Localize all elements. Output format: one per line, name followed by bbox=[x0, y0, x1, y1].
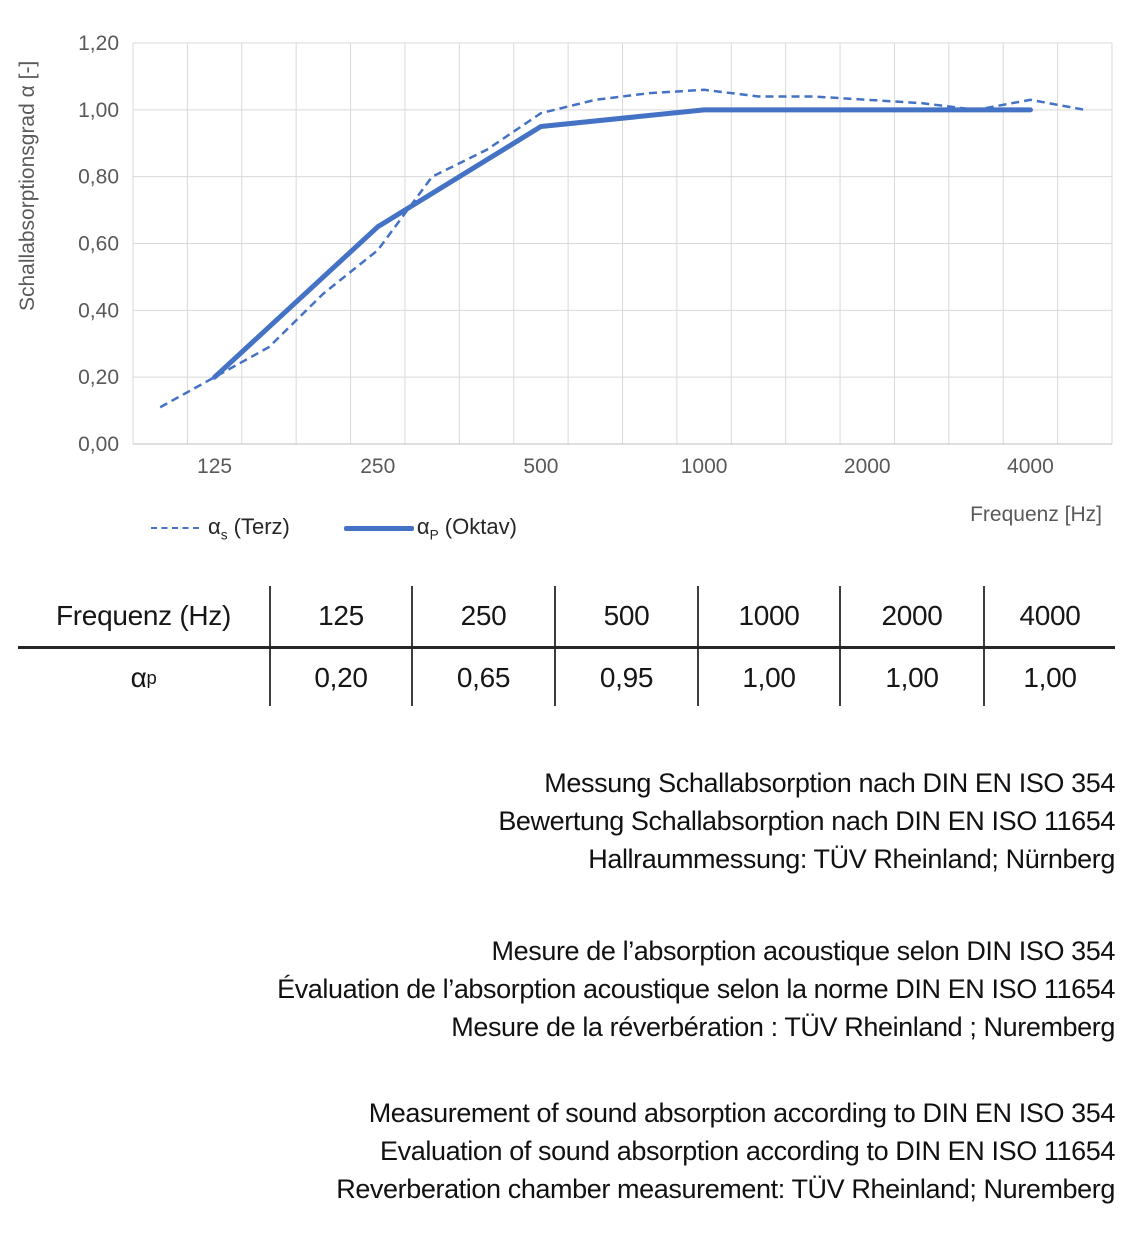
svg-text:0,40: 0,40 bbox=[78, 299, 119, 323]
table-header-value: 125 bbox=[271, 586, 413, 646]
caption-line: Mesure de la réverbération : TÜV Rheinland ; Nuremberg bbox=[451, 1012, 1115, 1042]
svg-text:1,20: 1,20 bbox=[78, 32, 119, 55]
table-header-value: 4000 bbox=[1019, 600, 1081, 631]
table-cell-value: 0,20 bbox=[271, 649, 413, 706]
legend-item-terz bbox=[151, 514, 290, 542]
table-header-value: 500 bbox=[556, 586, 699, 646]
svg-text:500: 500 bbox=[523, 455, 559, 478]
svg-text:1,00: 1,00 bbox=[78, 98, 119, 122]
absorption-table bbox=[18, 586, 1115, 706]
caption-english bbox=[15, 1094, 1115, 1208]
svg-text:250: 250 bbox=[360, 455, 396, 478]
solid-line-swatch bbox=[344, 526, 414, 531]
svg-text:2000: 2000 bbox=[843, 455, 891, 478]
caption-line: Mesure de l’absorption acoustique selon DIN ISO 354 bbox=[491, 936, 1115, 966]
svg-text:1000: 1000 bbox=[680, 455, 728, 478]
table-header-value: 1000 bbox=[699, 586, 841, 646]
sound-absorption-chart bbox=[0, 0, 1135, 485]
svg-text:0,00: 0,00 bbox=[78, 433, 119, 456]
svg-text:0,60: 0,60 bbox=[78, 232, 119, 256]
dashed-line-swatch bbox=[151, 527, 199, 529]
caption-line: Messung Schallabsorption nach DIN EN ISO 354 bbox=[544, 768, 1115, 798]
svg-text:0,80: 0,80 bbox=[78, 165, 119, 189]
table-cell-value: 1,00 bbox=[1023, 661, 1077, 693]
table-value-row bbox=[18, 649, 1115, 706]
caption-line: Reverberation chamber measurement: TÜV Rheinland; Nuremberg bbox=[336, 1174, 1115, 1204]
table-cell-value: 0,65 bbox=[413, 649, 556, 706]
x-axis-title: Frequenz [Hz] bbox=[970, 503, 1102, 526]
svg-text:4000: 4000 bbox=[1007, 455, 1054, 478]
table-cell-value: 0,95 bbox=[556, 649, 699, 706]
table-header-frequency: Frequenz (Hz) bbox=[18, 586, 271, 646]
table-header-value: 2000 bbox=[841, 586, 985, 646]
caption-line: Évaluation de l’absorption acoustique selon la norme DIN EN ISO 11654 bbox=[277, 974, 1115, 1004]
table-header-value: 250 bbox=[413, 586, 556, 646]
caption-line: Bewertung Schallabsorption nach DIN EN ISO 11654 bbox=[498, 806, 1115, 836]
caption-german bbox=[15, 764, 1115, 878]
chart-legend bbox=[151, 514, 517, 542]
table-cell-value: 1,00 bbox=[699, 649, 841, 706]
table-cell-value: 1,00 bbox=[841, 649, 985, 706]
caption-line: Measurement of sound absorption according to DIN EN ISO 354 bbox=[368, 1098, 1115, 1128]
table-header-row bbox=[18, 586, 1115, 649]
legend-item-oktav bbox=[344, 514, 517, 542]
svg-text:125: 125 bbox=[197, 455, 233, 478]
caption-line: Hallraummessung: TÜV Rheinland; Nürnberg bbox=[588, 844, 1115, 874]
svg-text:0,20: 0,20 bbox=[78, 366, 119, 390]
caption-line: Evaluation of sound absorption according to DIN EN ISO 11654 bbox=[380, 1136, 1115, 1166]
y-axis-title: Schallabsorptionsgrad α [-] bbox=[16, 60, 39, 312]
caption-french bbox=[15, 932, 1115, 1046]
legend-terz-label: $\alpha_s$ (Terz) bbox=[208, 514, 290, 543]
table-row-label-alpha-p: α p bbox=[18, 649, 271, 706]
legend-oktav-label: $\alpha_P$ (Oktav) bbox=[416, 514, 517, 543]
